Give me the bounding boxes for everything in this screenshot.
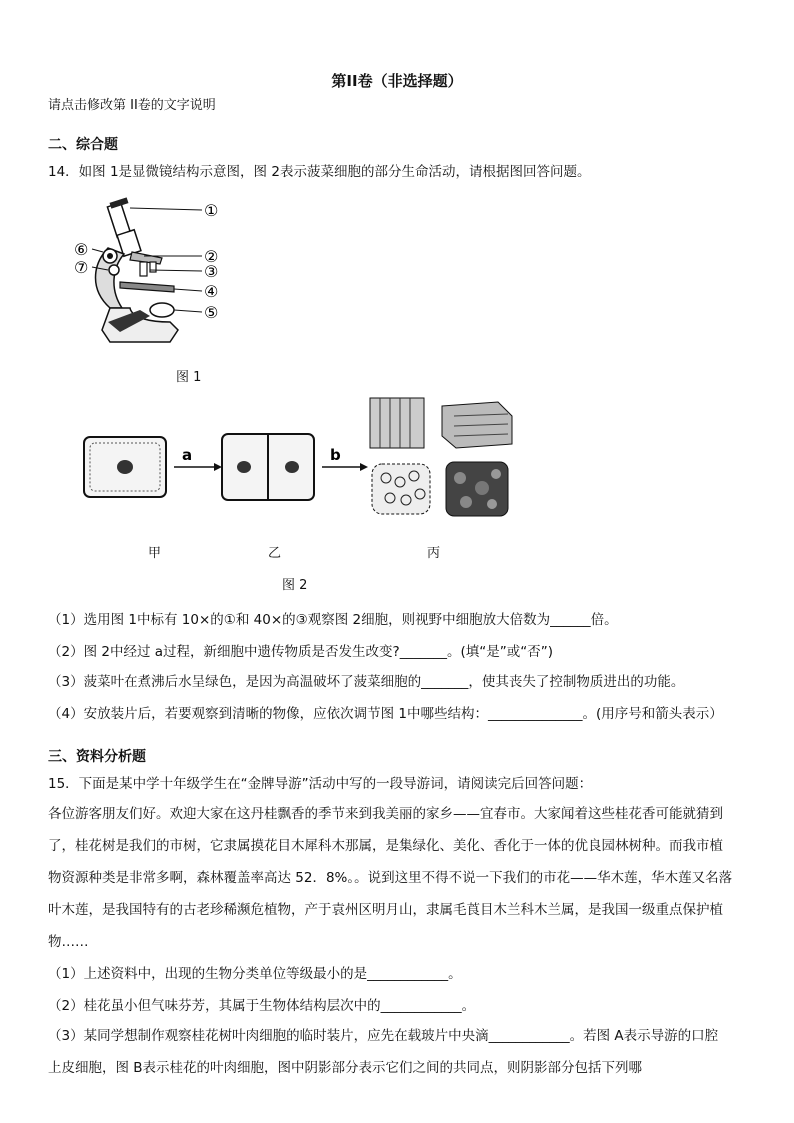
arrow-a-label: a [182,446,193,464]
marker-7: ⑦ [74,258,89,277]
passage-line: 物资源种类是非常多啊，森林覆盖率高达 52．8%。。说到这里不得不说一下我们的市花——华木莲，华木莲又名落 [48,870,733,886]
section-heading-comprehensive: 二、综合题 [48,137,118,153]
cell-yi [222,434,314,500]
q14-sub3: （3）菠菜叶在煮沸后水呈绿色，是因为高温破坏了菠菜细胞的_______，使其丧失了控制物质进出的功能。 [48,674,685,690]
passage-line: 物…… [48,934,89,950]
objective-lens [140,262,147,276]
section-heading-analysis: 三、资料分析题 [48,749,146,765]
tissue-1 [370,398,424,448]
microscope-tube [107,197,141,256]
q14-sub1: （1）选用图 1中标有 10×的①和 40×的③观察图 2细胞，则视野中细胞放大倍数为______倍。 [48,612,618,628]
q15-sub3-line2: 上皮细胞，图 B表示桂花的叶肉细胞，图中阴影部分表示它们之间的共同点，则阴影部分包括下列哪 [48,1060,643,1076]
part-title: 第II卷（非选择题） [331,72,463,90]
label-jia: 甲 [148,546,162,561]
edit-note[interactable]: 请点击修改第 II卷的文字说明 [48,98,216,113]
tissue-3 [372,464,430,514]
tissue-4 [446,462,508,516]
nucleus [117,460,133,474]
microscope-figure [70,190,250,360]
figure-1-caption: 图 1 [176,370,202,385]
figure-2-caption: 图 2 [282,578,308,593]
q15-sub3-line1: （3）某同学想制作观察桂花树叶肉细胞的临时装片，应先在载玻片中央滴____________。若图 A表示导游的口腔 [48,1028,719,1044]
label-bing: 丙 [427,546,441,561]
q15-sub2: （2）桂花虽小但气味芬芳，其属于生物体结构层次中的____________。 [48,998,476,1014]
q14-sub2: （2）图 2中经过 a过程，新细胞中遗传物质是否发生改变?_______。(填“是”或“否”) [48,644,553,660]
fine-adjustment-knob [109,265,119,275]
passage-line: 了，桂花树是我们的市树，它隶属摸花目木犀科木那属，是集绿化、美化、香化于一体的优良园林树种。而我市植 [48,838,723,854]
tissue-2 [442,402,512,448]
mirror [150,303,174,317]
q14-sub4: （4）安放装片后，若要观察到清晰的物像，应依次调节图 1中哪些结构：______________。(用序号和箭头表示） [48,706,723,722]
arrow-b-label: b [330,446,341,464]
marker-6: ⑥ [74,240,89,259]
marker-5: ⑤ [204,303,219,322]
marker-2: ② [204,247,219,266]
cell-process-figure [68,392,528,532]
question-15-stem: 15．下面是某中学十年级学生在“金牌导游”活动中写的一段导游词，请阅读完后回答问题： [48,776,593,792]
question-14-stem: 14．如图 1是显微镜结构示意图，图 2表示菠菜细胞的部分生命活动，请根据图回答问题。 [48,164,591,180]
passage-line: 叶木莲，是我国特有的古老珍稀濒危植物，产于袁州区明月山，隶属毛莨目木兰科木兰属，是我国一级重点保护植 [48,902,723,918]
marker-1: ① [204,201,219,220]
stage [120,282,174,292]
marker-3: ③ [204,262,219,281]
tissue-group-bing [370,398,512,516]
q15-sub1: （1）上述资料中，出现的生物分类单位等级最小的是____________。 [48,966,462,982]
passage-line: 各位游客朋友们好。欢迎大家在这丹桂飘香的季节来到我美丽的家乡——宜春市。大家闻着这些桂花香可能就猜到 [48,806,723,822]
cell-jia [84,437,166,497]
marker-4: ④ [204,282,219,301]
label-yi: 乙 [268,546,282,561]
